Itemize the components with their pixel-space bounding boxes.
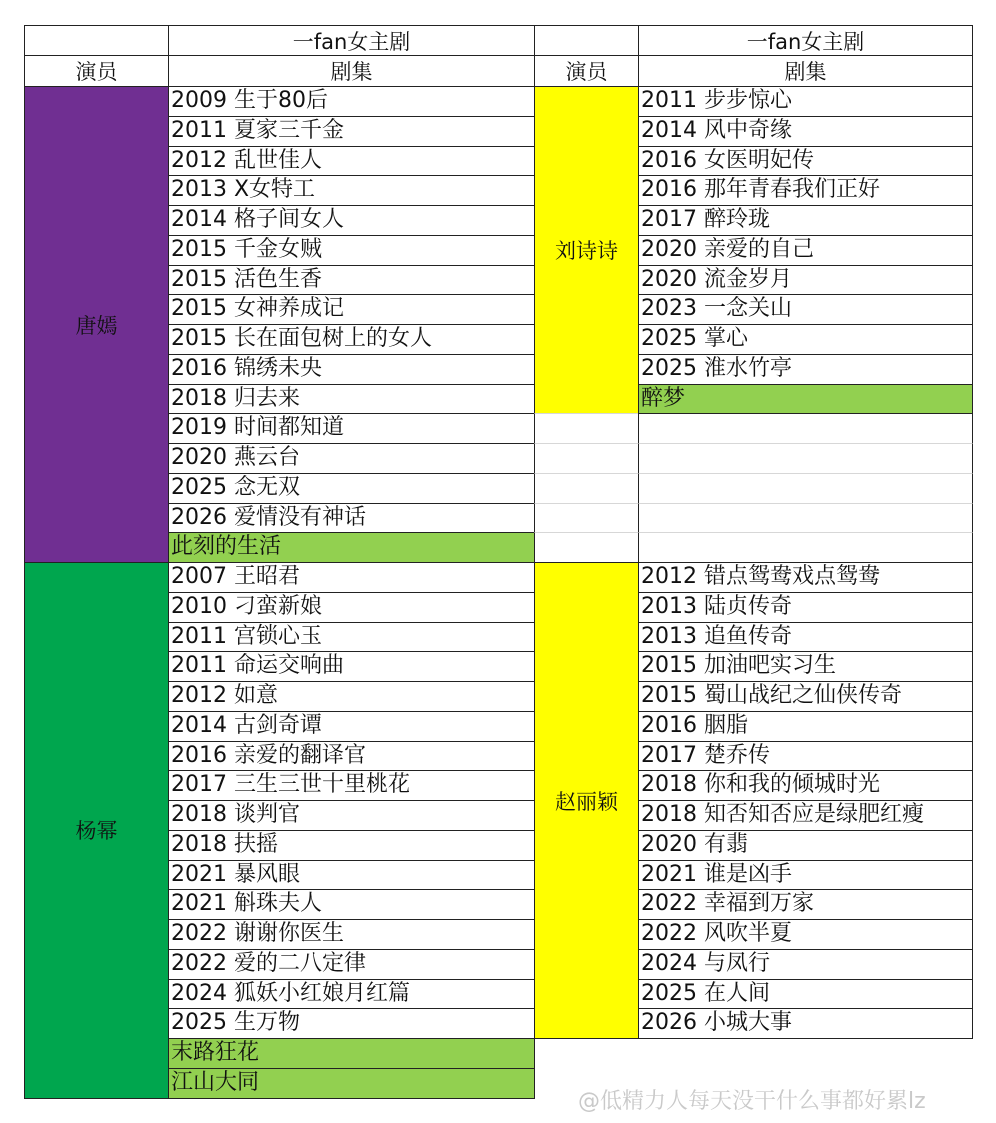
empty-cell [534, 503, 639, 534]
show-cell: 2023 一念关山 [638, 294, 973, 325]
empty-cell [638, 443, 973, 474]
show-cell: 2021 谁是凶手 [638, 860, 973, 891]
show-cell: 2007 王昭君 [168, 562, 535, 593]
empty-cell [638, 413, 973, 444]
empty-cell [534, 532, 639, 563]
empty-cell [638, 503, 973, 534]
show-cell: 2015 蜀山战纪之仙侠传奇 [638, 681, 973, 712]
show-cell: 2022 风吹半夏 [638, 919, 973, 950]
empty-cell [638, 532, 973, 563]
show-cell: 2022 谢谢你医生 [168, 919, 535, 950]
show-cell: 2020 有翡 [638, 830, 973, 861]
header-blank [24, 25, 169, 56]
show-cell: 2016 亲爱的翻译官 [168, 741, 535, 772]
show-cell: 2020 亲爱的自己 [638, 235, 973, 266]
show-cell: 2025 念无双 [168, 473, 535, 504]
show-cell: 2022 爱的二八定律 [168, 949, 535, 980]
empty-cell [534, 443, 639, 474]
header-actor-left: 演员 [24, 55, 169, 87]
watermark: @低精力人每天没干什么事都好累lz [578, 1089, 926, 1114]
show-cell: 2013 陆贞传奇 [638, 592, 973, 623]
show-cell: 2016 锦绣未央 [168, 354, 535, 385]
show-cell: 2015 活色生香 [168, 265, 535, 296]
show-cell: 2018 谈判官 [168, 800, 535, 831]
header-blank [534, 25, 639, 56]
show-cell: 2014 格子间女人 [168, 205, 535, 236]
empty-cell [534, 413, 639, 444]
show-cell: 2015 长在面包树上的女人 [168, 324, 535, 355]
show-cell: 2015 千金女贼 [168, 235, 535, 266]
show-cell: 此刻的生活 [168, 532, 535, 563]
header-group-title-left: 一fan女主剧 [168, 25, 535, 56]
show-cell: 2014 风中奇缘 [638, 116, 973, 147]
show-cell: 2024 与凤行 [638, 949, 973, 980]
show-cell: 2025 生万物 [168, 1008, 535, 1039]
show-cell: 2017 三生三世十里桃花 [168, 770, 535, 801]
show-cell: 2018 你和我的倾城时光 [638, 770, 973, 801]
header-actor-right: 演员 [534, 55, 639, 87]
show-cell: 醉梦 [638, 384, 973, 415]
show-cell: 2016 那年青春我们正好 [638, 175, 973, 206]
show-cell: 2011 夏家三千金 [168, 116, 535, 147]
show-cell: 2017 醉玲珑 [638, 205, 973, 236]
header-show-right: 剧集 [638, 55, 973, 87]
show-cell: 2015 加油吧实习生 [638, 651, 973, 682]
empty-cell [534, 473, 639, 504]
show-cell: 2021 暴风眼 [168, 860, 535, 891]
show-cell: 2022 幸福到万家 [638, 889, 973, 920]
show-cell: 2019 时间都知道 [168, 413, 535, 444]
show-cell: 2016 女医明妃传 [638, 146, 973, 177]
empty-cell [638, 473, 973, 504]
actor-cell: 杨幂 [24, 562, 169, 1099]
show-cell: 2017 楚乔传 [638, 741, 973, 772]
show-cell: 2013 追鱼传奇 [638, 622, 973, 653]
show-cell: 末路狂花 [168, 1038, 535, 1069]
actor-cell: 唐嫣 [24, 86, 169, 563]
show-cell: 2011 宫锁心玉 [168, 622, 535, 653]
show-cell: 2012 如意 [168, 681, 535, 712]
show-cell: 2025 淮水竹亭 [638, 354, 973, 385]
show-cell: 2010 刁蛮新娘 [168, 592, 535, 623]
show-cell: 2012 错点鸳鸯戏点鸳鸯 [638, 562, 973, 593]
show-cell: 2016 胭脂 [638, 711, 973, 742]
actor-cell: 赵丽颖 [534, 562, 639, 1039]
show-cell: 2026 小城大事 [638, 1008, 973, 1039]
show-cell: 2020 燕云台 [168, 443, 535, 474]
show-cell: 2025 在人间 [638, 979, 973, 1010]
show-cell: 2024 狐妖小红娘月红篇 [168, 979, 535, 1010]
show-cell: 2018 归去来 [168, 384, 535, 415]
show-cell: 2009 生于80后 [168, 86, 535, 117]
show-cell: 2018 知否知否应是绿肥红瘦 [638, 800, 973, 831]
show-cell: 2021 斛珠夫人 [168, 889, 535, 920]
show-cell: 2020 流金岁月 [638, 265, 973, 296]
show-cell: 2025 掌心 [638, 324, 973, 355]
header-show-left: 剧集 [168, 55, 535, 87]
actor-cell: 刘诗诗 [534, 86, 639, 414]
header-group-title-right: 一fan女主剧 [638, 25, 973, 56]
show-cell: 2013 X女特工 [168, 175, 535, 206]
show-cell: 2018 扶摇 [168, 830, 535, 861]
show-cell: 江山大同 [168, 1068, 535, 1099]
show-cell: 2015 女神养成记 [168, 294, 535, 325]
show-cell: 2026 爱情没有神话 [168, 503, 535, 534]
show-cell: 2011 命运交响曲 [168, 651, 535, 682]
show-cell: 2014 古剑奇谭 [168, 711, 535, 742]
show-cell: 2012 乱世佳人 [168, 146, 535, 177]
show-cell: 2011 步步惊心 [638, 86, 973, 117]
